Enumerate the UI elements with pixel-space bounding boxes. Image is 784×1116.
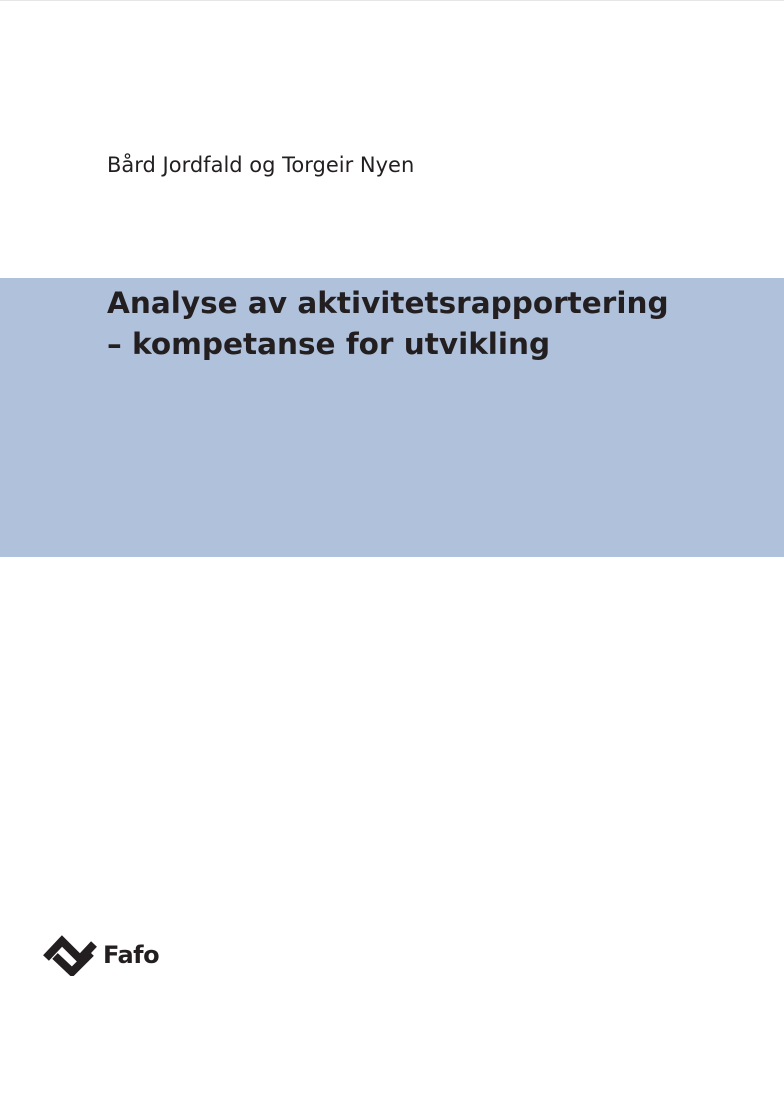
top-rule (0, 0, 784, 1)
title-line-2: – kompetanse for utvikling (107, 327, 551, 361)
publisher-logo (42, 934, 159, 976)
authors: Bård Jordfald og Torgeir Nyen (107, 153, 415, 177)
fafo-logo-icon (42, 934, 100, 976)
report-title (107, 283, 669, 365)
publisher-name: Fafo (103, 941, 160, 969)
title-line-1: Analyse av aktivitetsrapportering (107, 286, 669, 320)
